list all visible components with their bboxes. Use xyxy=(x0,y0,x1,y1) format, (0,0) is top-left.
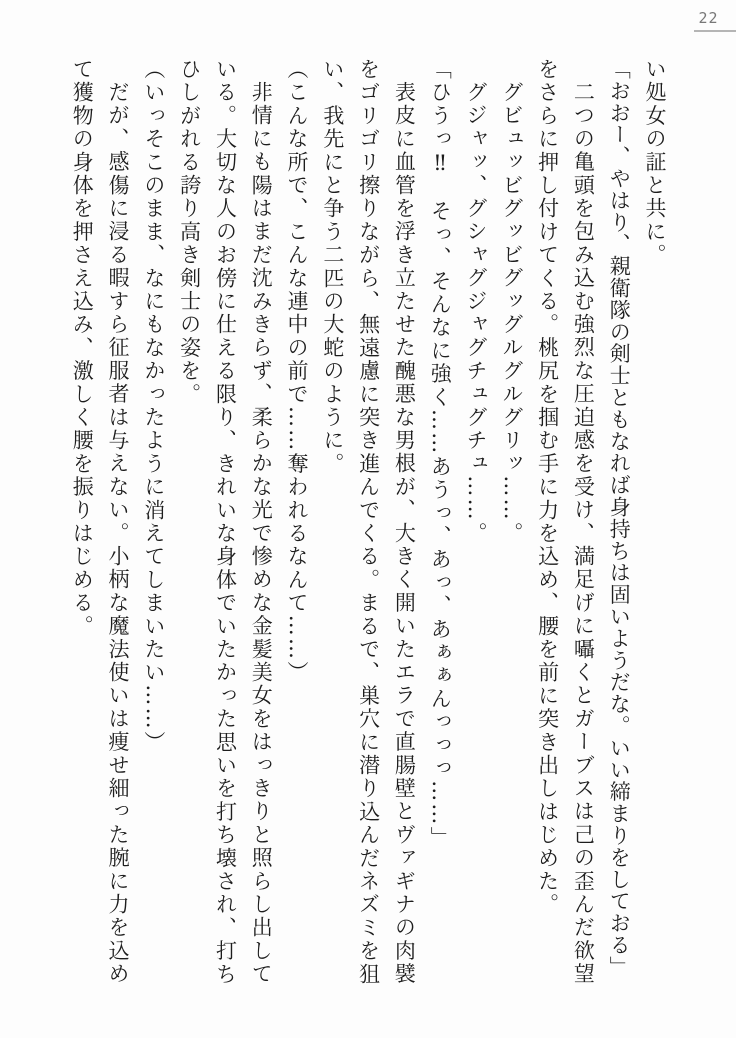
text-line: 「ひうっ‼ そっ、そんなに強く……あうっ、あっ、あぁぁんっっっ……」 xyxy=(428,58,453,850)
text-line: 二つの亀頭を包み込む強烈な圧迫感を受け、満足げに囁くとガーブスは己の歪んだ欲望 xyxy=(571,81,596,986)
text-line: （こんな所で、こんな連中の前で……奪われるなんて……） xyxy=(285,58,310,685)
text-line: だが、感傷に浸る暇すら征服者は与えない。小柄な魔法使いは痩せ細った腕に力を込め xyxy=(106,81,131,986)
text-line: 「おおー、やはり、親衛隊の剣士ともなれば身持ちは固いようだな。いい締まりをしておる」 xyxy=(607,58,632,978)
page-number: 22 xyxy=(698,9,719,27)
text-line: い処女の証と共に。 xyxy=(643,58,667,267)
text-line: （いっそこのまま、なにもなかったように消えてしまいたい……） xyxy=(141,58,166,754)
text-line: いる。大切な人のお傍に仕える限り、きれいな身体でいたかった思いを打ち壊され、打ち xyxy=(213,58,238,986)
text-line: い、我先にと争う二匹の大蛇のように。 xyxy=(320,58,345,476)
text-columns xyxy=(63,58,672,990)
text-line: 非情にも陽はまだ沈みきらず、柔らかな光で惨めな金髪美女をはっきりと照らし出して xyxy=(249,81,274,986)
text-line: をさらに押し付けてくる。桃尻を掴む手に力を込め、腰を前に突き出しはじめた。 xyxy=(535,58,560,917)
text-line: 表皮に血管を浮き立たせた醜悪な男根が、大きく開いたエラで直腸壁とヴァギナの肉襞 xyxy=(392,81,417,986)
text-line: グジャッ、グシャグジャグチュグチュ……。 xyxy=(464,81,489,545)
text-line: ひしがれる誇り高き剣士の姿を。 xyxy=(177,58,202,406)
page-number-rule xyxy=(694,8,736,32)
text-line: て獲物の身体を押さえ込み、激しく腰を振りはじめる。 xyxy=(70,58,95,638)
text-line: グビュッビグッビグッグルグルグリッ……。 xyxy=(499,81,524,545)
text-line: をゴリゴリ擦りながら、無遠慮に突き進んでくる。まるで、巣穴に潜り込んだネズミを狙 xyxy=(356,58,381,986)
